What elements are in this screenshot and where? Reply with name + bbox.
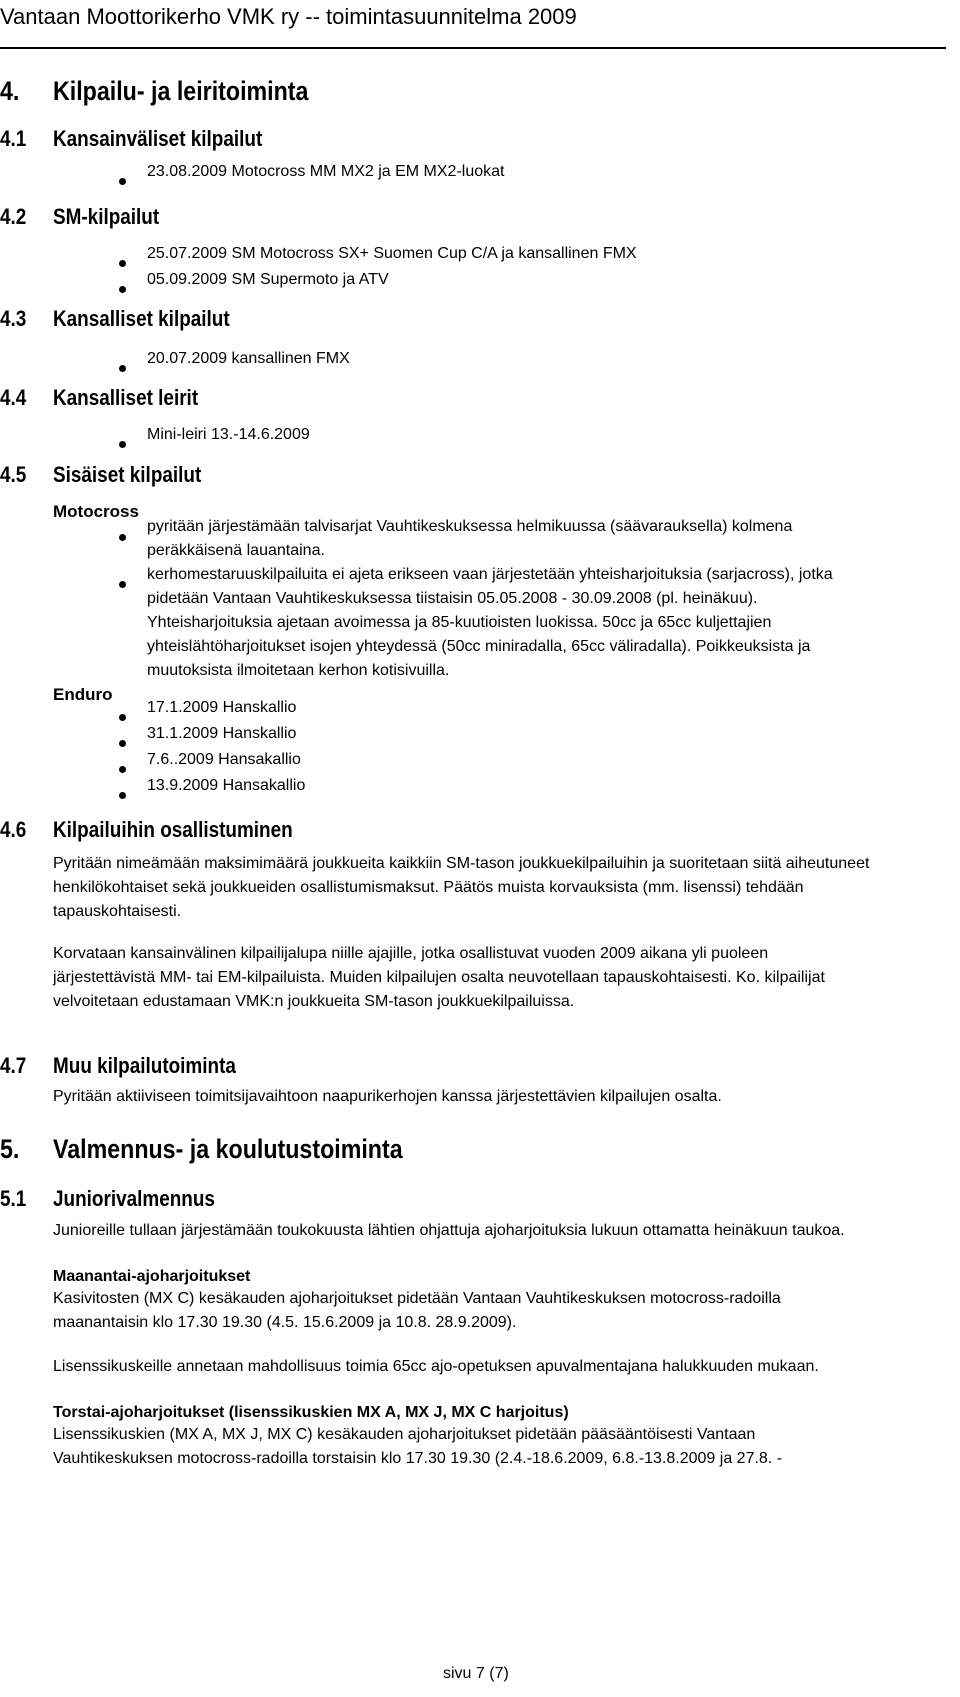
section-4-title: Kilpailu- ja leiritoiminta (53, 76, 309, 106)
section-4-6-number: 4.6 (0, 817, 27, 842)
paragraph-line: Lisenssikuskien (MX A, MX J, MX C) kesäkauden ajoharjoitukset pidetään pääsääntöisesti Vantaan (53, 1426, 756, 1443)
bullet-icon (119, 766, 126, 773)
section-4-5-number: 4.5 (0, 462, 27, 487)
paragraph (53, 852, 869, 924)
list-item (147, 563, 833, 683)
paragraph-line: tapauskohtaisesti. (53, 903, 182, 920)
list-item: 17.1.2009 Hanskallio (147, 699, 297, 716)
list-item-line: muutoksista ilmoitetaan kerhon kotisivuilla. (147, 662, 450, 679)
bullet-icon (119, 581, 126, 588)
section-5-number: 5. (0, 1134, 20, 1164)
paragraph-line: Korvataan kansainvälinen kilpailijalupa niille ajajille, jotka osallistuvat vuoden 2009 aikana yli puoleen (53, 945, 769, 962)
list-item: Mini-leiri 13.-14.6.2009 (147, 426, 310, 443)
paragraph-line: Pyritään nimeämään maksimimäärä joukkueita kaikkiin SM-tason joukkuekilpailuihin ja suoritetaan siitä aiheutuneet (53, 855, 870, 872)
section-4-7-number: 4.7 (0, 1053, 27, 1078)
list-item: 13.9.2009 Hansakallio (147, 777, 306, 794)
header-rule (0, 47, 946, 49)
list-item: 25.07.2009 SM Motocross SX+ Suomen Cup C/A ja kansallinen FMX (147, 245, 637, 262)
section-5-title: Valmennus- ja koulutustoiminta (53, 1134, 403, 1164)
bullet-icon (119, 286, 126, 293)
list-item-line: kerhomestaruuskilpailuita ei ajeta erikseen vaan järjestetään yhteisharjoituksia (sarjacross), jotka (147, 566, 833, 583)
list-item-line: Yhteisharjoituksia ajetaan avoimessa ja 85-kuutioisten luokissa. 50cc ja 65cc kuljettajien (147, 614, 772, 631)
paragraph-line: järjestettävistä MM- tai EM-kilpailuista. Muiden kilpailujen osalta neuvotellaan tapauskohtaisesti. Ko. kilpailijat (53, 969, 825, 986)
list-item: 23.08.2009 Motocross MM MX2 ja EM MX2-luokat (147, 163, 505, 180)
section-4-4-title: Kansalliset leirit (53, 385, 199, 410)
list-item: 05.09.2009 SM Supermoto ja ATV (147, 271, 389, 288)
page-number: sivu 7 (7) (443, 1665, 509, 1682)
list-item: 20.07.2009 kansallinen FMX (147, 350, 350, 367)
enduro-label: Enduro (53, 685, 113, 704)
bullet-icon (119, 792, 126, 799)
section-4-number: 4. (0, 76, 20, 106)
motocross-label: Motocross (53, 502, 139, 521)
paragraph-line: Kasivitosten (MX C) kesäkauden ajoharjoitukset pidetään Vantaan Vauhtikeskuksen motocross-radoilla (53, 1290, 781, 1307)
section-4-2-title: SM-kilpailut (53, 204, 160, 229)
list-item: 31.1.2009 Hanskallio (147, 725, 297, 742)
bullet-icon (119, 260, 126, 267)
section-4-1-title: Kansainväliset kilpailut (53, 126, 263, 151)
bullet-icon (119, 365, 126, 372)
thursday-training-title: Torstai-ajoharjoitukset (lisenssikuskien MX A, MX J, MX C harjoitus) (53, 1404, 569, 1421)
bullet-icon (119, 534, 126, 541)
document-header: Vantaan Moottorikerho VMK ry -- toimintasuunnitelma 2009 (0, 4, 577, 29)
paragraph (53, 1219, 845, 1243)
monday-training-title: Maanantai-ajoharjoitukset (53, 1268, 251, 1285)
section-4-1-number: 4.1 (0, 126, 27, 151)
bullet-icon (119, 714, 126, 721)
bullet-icon (119, 740, 126, 747)
paragraph (53, 1085, 722, 1109)
bullet-icon (119, 441, 126, 448)
paragraph-line: maanantaisin klo 17.30 19.30 (4.5. 15.6.2009 ja 10.8. 28.9.2009). (53, 1314, 517, 1331)
paragraph-line: Lisenssikuskeille annetaan mahdollisuus toimia 65cc ajo-opetuksen apuvalmentajana halukkuuden mukaan. (53, 1358, 819, 1375)
paragraph (53, 942, 825, 1014)
section-4-3-title: Kansalliset kilpailut (53, 306, 230, 331)
paragraph-line: henkilökohtaiset sekä joukkueiden osallistumismaksut. Päätös muista korvauksista (mm. lisenssi) tehdään (53, 879, 804, 896)
section-4-2-number: 4.2 (0, 204, 27, 229)
list-item-line: yhteislähtöharjoitukset isojen yhteydessä (50cc miniradalla, 65cc väliradalla). Poikkeuksista ja (147, 638, 811, 655)
section-5-1-title: Juniorivalmennus (53, 1186, 215, 1211)
list-item-line: peräkkäisenä lauantaina. (147, 542, 325, 559)
paragraph-line: Junioreille tullaan järjestämään toukokuusta lähtien ohjattuja ajoharjoituksia lukuun ottamatta heinäkuun taukoa. (53, 1222, 845, 1239)
paragraph-line: Vauhtikeskuksen motocross-radoilla torstaisin klo 17.30 19.30 (2.4.-18.6.2009, 6.8.-13.8.2009 ja 27.8. - (53, 1450, 783, 1467)
list-item-line: pyritään järjestämään talvisarjat Vauhtikeskuksessa helmikuussa (säävarauksella) kolmena (147, 518, 793, 535)
paragraph (53, 1355, 819, 1379)
paragraph (53, 1423, 782, 1471)
list-item-line: pidetään Vantaan Vauhtikeskuksessa tiistaisin 05.05.2008 - 30.09.2008 (pl. heinäkuu). (147, 590, 758, 607)
bullet-icon (119, 178, 126, 185)
section-4-3-number: 4.3 (0, 306, 27, 331)
paragraph-line: velvoitetaan edustamaan VMK:n joukkueita SM-tason joukkuekilpailuissa. (53, 993, 575, 1010)
section-4-7-title: Muu kilpailutoiminta (53, 1053, 236, 1078)
section-4-5-title: Sisäiset kilpailut (53, 462, 202, 487)
section-4-4-number: 4.4 (0, 385, 27, 410)
section-5-1-number: 5.1 (0, 1186, 27, 1211)
paragraph-line: Pyritään aktiiviseen toimitsijavaihtoon naapurikerhojen kanssa järjestettävien kilpailujen osalta. (53, 1088, 722, 1105)
section-4-6-title: Kilpailuihin osallistuminen (53, 817, 293, 842)
paragraph (53, 1287, 781, 1335)
list-item: 7.6..2009 Hansakallio (147, 751, 301, 768)
list-item (147, 515, 792, 563)
